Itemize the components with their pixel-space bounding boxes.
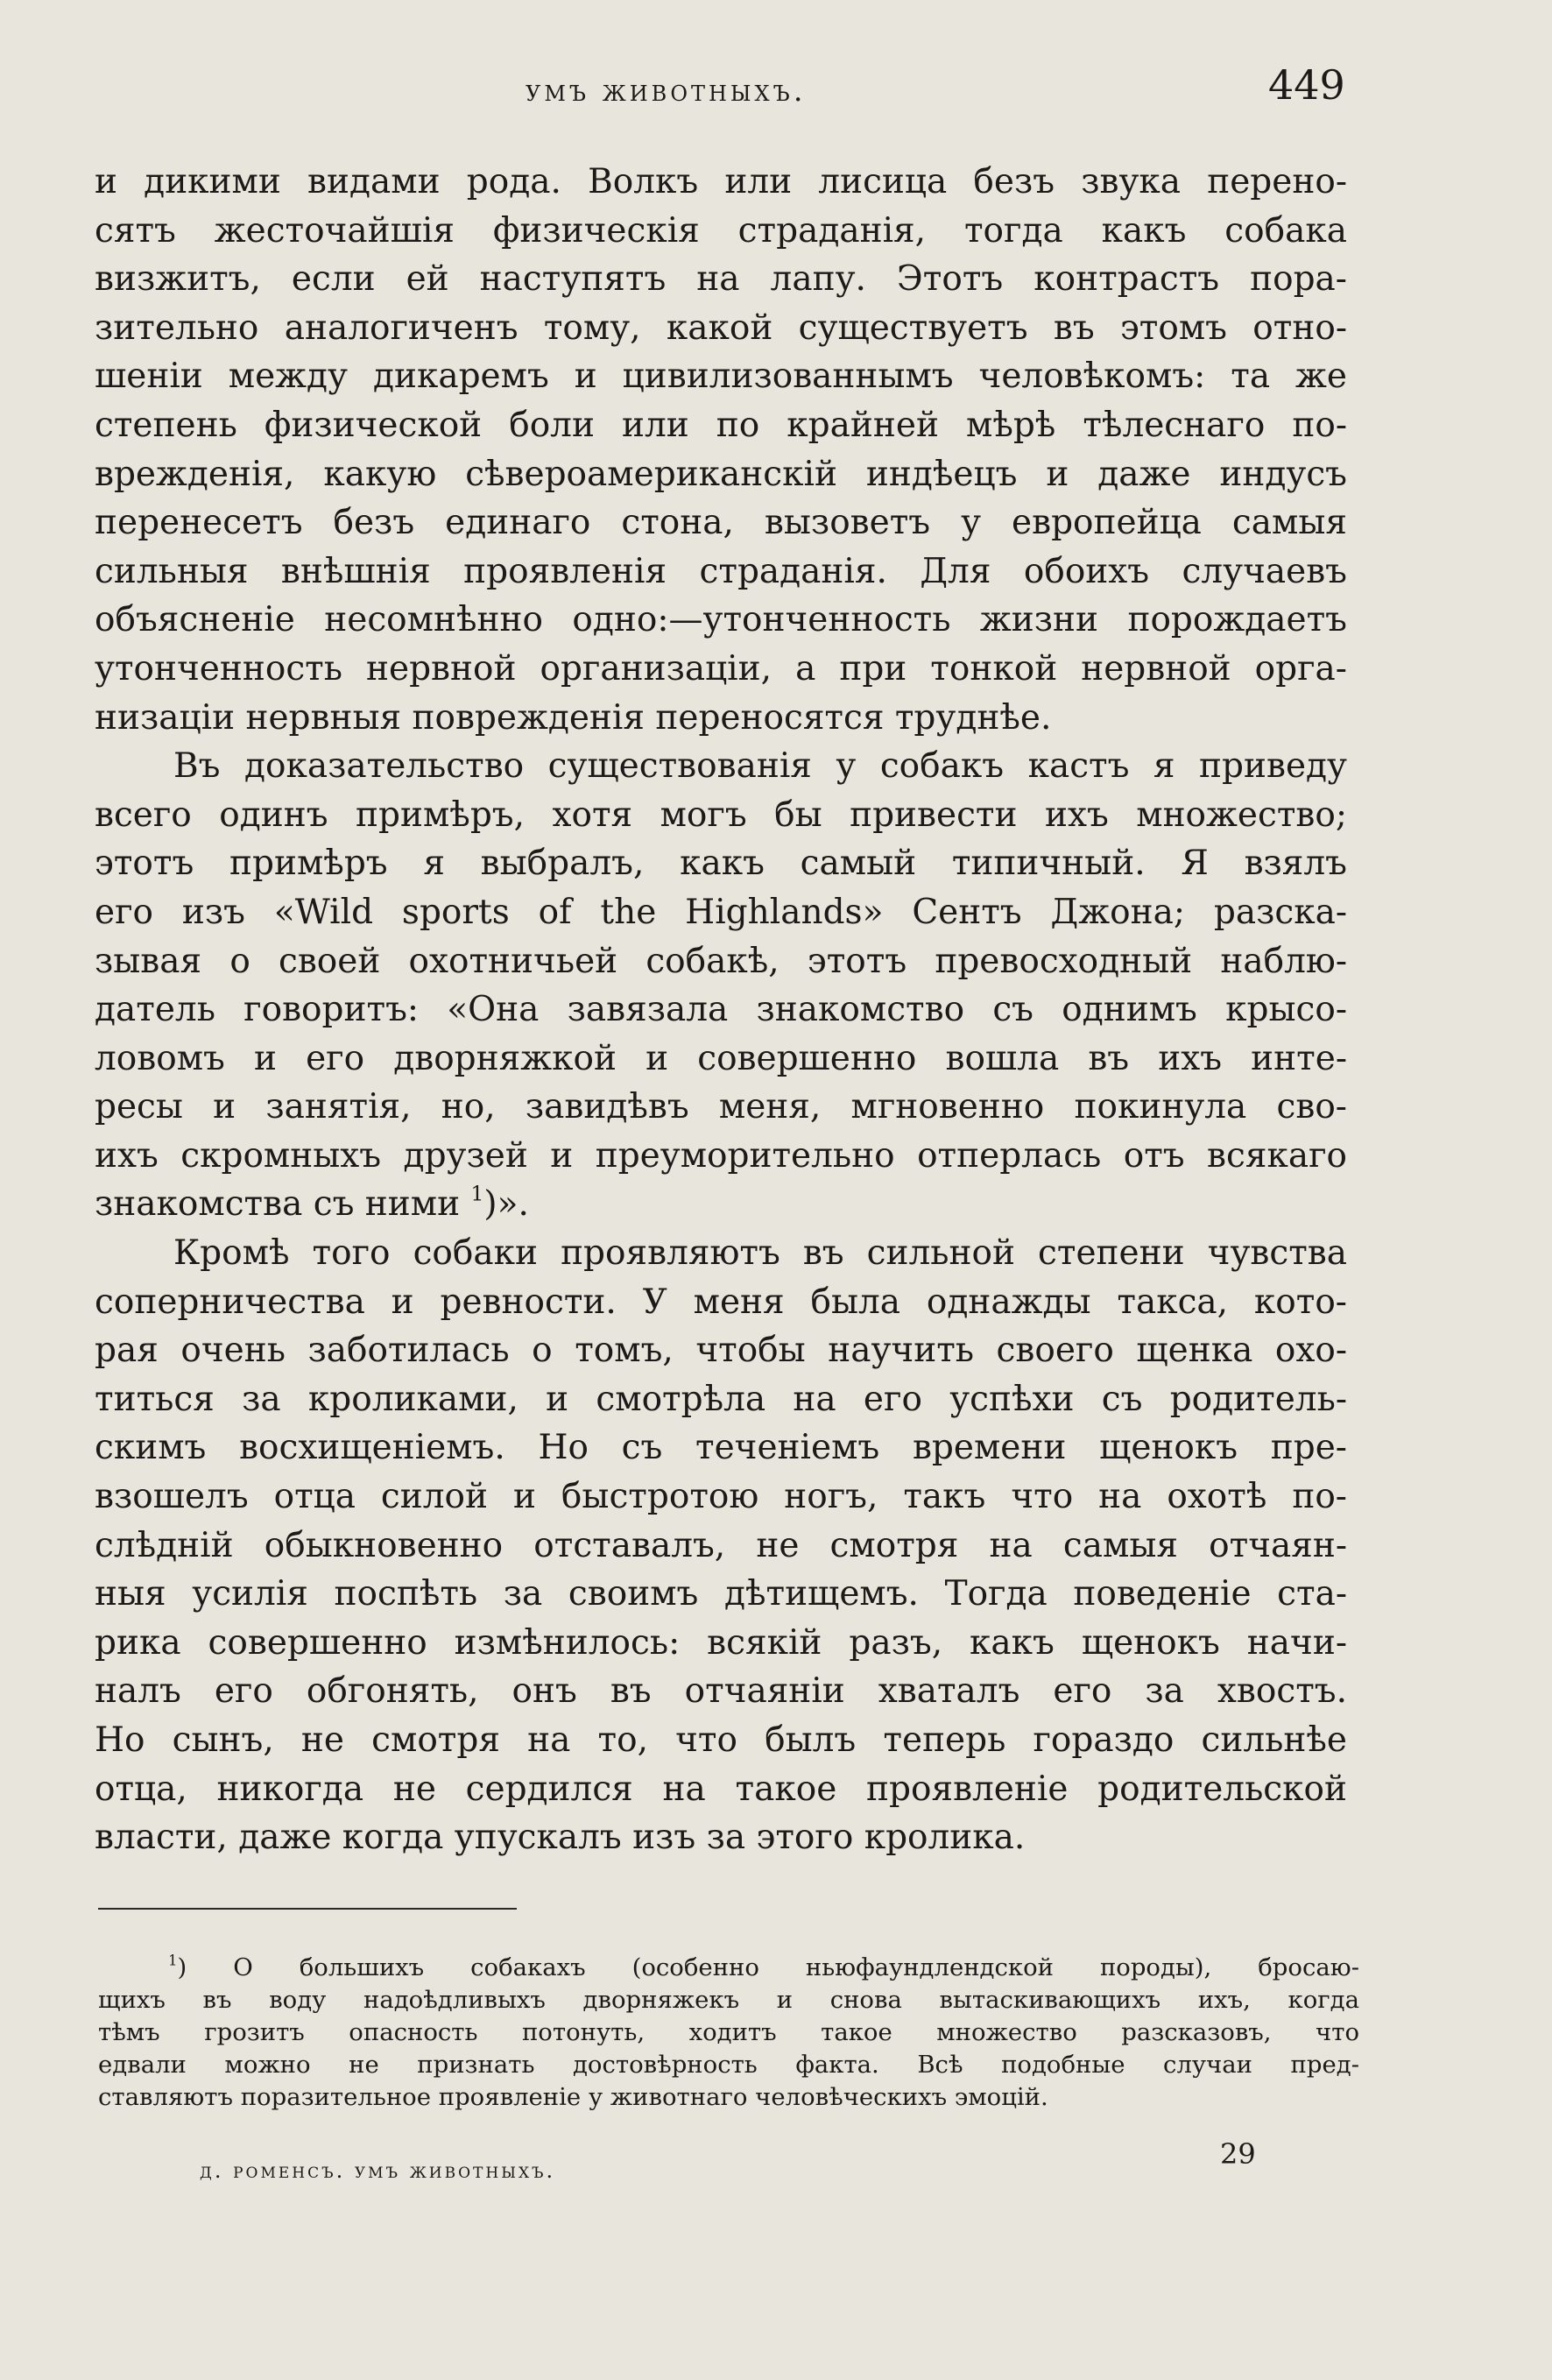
text-line: степень физической боли или по крайней мѣрѣ тѣлеснаго по- [95,405,1347,445]
text-fragment: )». [483,1184,529,1225]
text-line: его изъ «Wild sports of the Highlands» Сентъ Джона; разска- [95,892,1347,932]
text-line: визжитъ, если ей наступятъ на лапу. Этотъ контрастъ пора- [95,259,1347,300]
text-line: сятъ жесточайшія физическія страданія, тогда какъ собака [95,210,1347,251]
paragraph-3 [95,1229,1347,1862]
footnote-line: ставляютъ поразительное проявленіе у животнаго человѣческихъ эмоцій. [98,2083,1048,2111]
text-line: зительно аналогиченъ тому, какой существуетъ въ этомъ отно- [95,307,1347,348]
page-number: 449 [1268,61,1345,109]
text-line: соперничества и ревности. У меня была однажды такса, кото- [95,1282,1347,1322]
text-line: ресы и занятія, но, завидѣвъ меня, мгновенно покинула сво- [95,1087,1347,1127]
text-line: перенесетъ безъ единаго стона, вызоветъ у европейца самыя [95,503,1347,543]
text-fragment: ) О большихъ собакахъ (особенно ньюфаундлендской породы), бросаю- [177,1953,1359,1981]
running-head: умъ животныхъ. [526,74,807,109]
text-line: низаціи нервныя поврежденія переносятся труднѣе. [95,697,1052,738]
text-line: налъ его обгонять, онъ въ отчаяніи хваталъ его за хвостъ. [95,1671,1347,1712]
text-line: Но сынъ, не смотря на то, что былъ теперь гораздо сильнѣе [95,1720,1347,1760]
text-line: ихъ скромныхъ друзей и преуморительно отперлась отъ всякаго [95,1135,1347,1176]
text-line [95,1180,1347,1229]
footnotes [98,1952,1359,2114]
printer-signature: д. роменсъ. умъ животныхъ. [200,2158,556,2183]
paragraph-1 [95,158,1347,742]
text-line: ныя усилія поспѣть за своимъ дѣтищемъ. Тогда поведеніе ста- [95,1574,1347,1614]
footnote-reference: 1 [470,1182,484,1207]
text-line: Кромѣ того собаки проявляютъ въ сильной степени чувства [173,1233,1347,1274]
text-line: отца, никогда не сердился на такое проявленіе родительской [95,1769,1347,1809]
text-fragment: знакомства съ ними [95,1184,471,1225]
text-line: этотъ примѣръ я выбралъ, какъ самый типичный. Я взялъ [95,844,1347,884]
text-line: рая очень заботилась о томъ, чтобы научить своего щенка охо- [95,1331,1347,1371]
text-line: врежденія, какую сѣвероамериканскій индѣецъ и даже индусъ [95,454,1347,494]
text-line: взошелъ отца силой и быстротою ногъ, такъ что на охотѣ по- [95,1477,1347,1517]
text-line: сильныя внѣшнія проявленія страданія. Для обоихъ случаевъ [95,551,1347,591]
text-line: утонченность нервной организаціи, а при тонкой нервной орга- [95,648,1347,689]
text-line: Въ доказательство существованія у собакъ кастъ я приведу [173,746,1347,787]
paragraph-2 [95,742,1347,1229]
text-line: скимъ восхищеніемъ. Но съ теченіемъ времени щенокъ пре- [95,1428,1347,1468]
footnote-1 [98,1952,1359,2114]
footnote-line: едвали можно не признать достовѣрность факта. Всѣ подобные случаи пред- [98,2051,1359,2079]
footnote-line: щихъ въ воду надоѣдливыхъ дворняжекъ и снова вытаскивающихъ ихъ, когда [98,1986,1359,2014]
text-line: рика совершенно измѣнилось: всякій разъ, какъ щенокъ начи- [95,1622,1347,1663]
text-line: зывая о своей охотничьей собакѣ, этотъ превосходный наблю- [95,941,1347,981]
text-line: датель говоритъ: «Она завязала знакомство съ однимъ крысо- [95,990,1347,1030]
signature-number: 29 [1220,2137,1256,2171]
text-line: объясненіе несомнѣнно одно:—утонченность жизни порождаетъ [95,600,1347,640]
footnote-marker: 1 [168,1952,178,1969]
text-line: власти, даже когда упускалъ изъ за этого кролика. [95,1818,1026,1858]
text-line: ловомъ и его дворняжкой и совершенно вошла въ ихъ инте- [95,1038,1347,1078]
footnote-line [98,1952,1359,1984]
footnote-divider [98,1908,517,1910]
text-line: слѣдній обыкновенно отставалъ, не смотря на самыя отчаян- [95,1525,1347,1565]
text-line: титься за кроликами, и смотрѣла на его успѣхи съ родитель- [95,1379,1347,1419]
body-text [95,158,1347,1862]
footnote-line: тѣмъ грозитъ опасность потонуть, ходитъ такое множество разсказовъ, что [98,2018,1359,2046]
text-line: шеніи между дикаремъ и цивилизованнымъ человѣкомъ: та же [95,357,1347,397]
text-line: и дикими видами рода. Волкъ или лисица безъ звука перено- [95,162,1347,201]
text-line: всего одинъ примѣръ, хотя могъ бы привести ихъ множество; [95,795,1347,835]
